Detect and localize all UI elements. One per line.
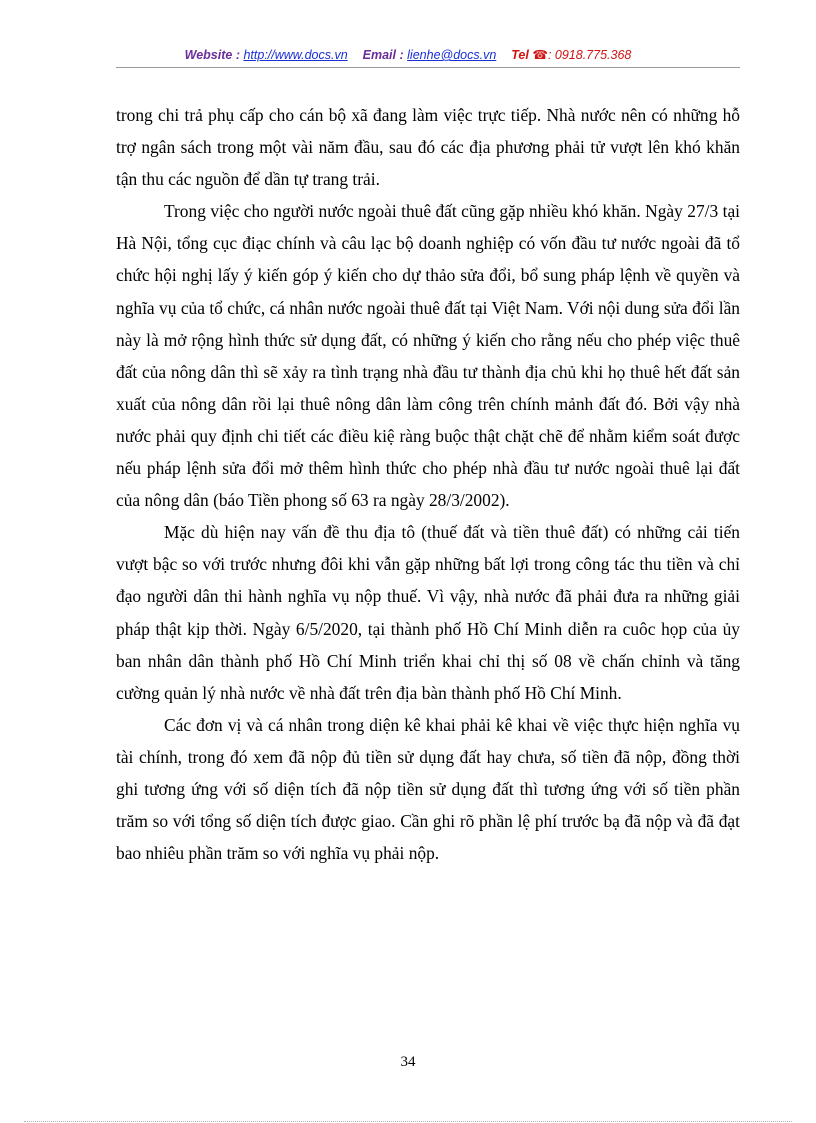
paragraph: Mặc dù hiện nay vấn đề thu địa tô (thuế đất và tiền thuê đất) có những cải tiến vượt bậc so với trước nhưng đôi khi vẫn gặp những bất lợi trong công tác thu tiền và chỉ đạo người dân thi hành nghĩa vụ nộp thuế. Vì vậy, nhà nước đã phải đưa ra những giải pháp thật kịp thời. Ngày 6/5/2020, tại thành phố Hồ Chí Minh diễn ra cuôc họp của ủy ban nhân dân thành phố Hồ Chí Minh triển khai chỉ thị số 08 về chấn chỉnh và tăng cường quản lý nhà nước về nhà đất trên địa bàn thành phố Hồ Chí Minh. [116,522,740,703]
email-link[interactable]: lienhe@docs.vn [407,48,497,62]
paragraph: Các đơn vị và cá nhân trong diện kê khai phải kê khai về việc thực hiện nghĩa vụ tài chính, trong đó xem đã nộp đủ tiền sử dụng đất hay chưa, số tiền đã nộp, đồng thời ghi tương ứng với số diện tích đã nộp tiền sử dụng đất thì tương ứng với số tiền phần trăm so với tổng số diện tích được giao. Cần ghi rõ phần lệ phí trước bạ đã nộp và đã đạt bao nhiêu phần trăm so với nghĩa vụ phải nộp. [116,714,740,864]
website-label: Website : [184,48,240,62]
footer-divider [24,1121,792,1122]
page-number: 34 [400,1054,416,1070]
email-separator: : [399,48,404,62]
page-header [0,47,816,62]
email-label: Email [362,48,397,62]
phone-icon: ☎ [532,48,548,62]
header-divider [116,67,740,68]
document-body [116,99,740,869]
tel-value: : 0918.775.368 [547,48,632,62]
paragraph: trong chi trả phụ cấp cho cán bộ xã đang làm việc trực tiếp. Nhà nước nên có những hỗ trợ ngân sách trong một vài năm đầu, sau đó các địa phương phải tử vượt lên khó khăn tận thu các nguồn để dần tự trang trải. [116,105,740,190]
tel-label: Tel [511,48,529,62]
website-link[interactable]: http://www.docs.vn [243,48,348,62]
paragraph: Trong việc cho người nước ngoài thuê đất cũng gặp nhiều khó khăn. Ngày 27/3 tại Hà Nội, tổng cục điạc chính và câu lạc bộ doanh nghiệp có vốn đầu tư nước ngoài đã tổ chức hội nghị lấy ý kiến góp ý kiến cho dự thảo sửa đổi, bổ sung pháp lệnh về quyền và nghĩa vụ của tổ chức, cá nhân nước ngoài thuê đất tại Việt Nam. Với nội dung sửa đổi lần này là mở rộng hình thức sử dụng đất, có những ý kiến cho rằng nếu cho phép việc thuê đất của nông dân thì sẽ xảy ra tình trạng nhà đầu tư thành địa chủ khi họ thuê hết đất sản xuất của nông dân rồi lại thuê nông dân làm công trên chính mảnh đất đó. Bởi vậy nhà nước phải quy định chi tiết các điều kiệ ràng buộc thật chặt chẽ để nhằm kiểm soát được nếu pháp lệnh sửa đổi mở thêm hình thức cho phép nhà đầu tư nước ngoài thuê lại đất của nông dân (báo Tiền phong số 63 ra ngày 28/3/2002). [116,201,740,511]
